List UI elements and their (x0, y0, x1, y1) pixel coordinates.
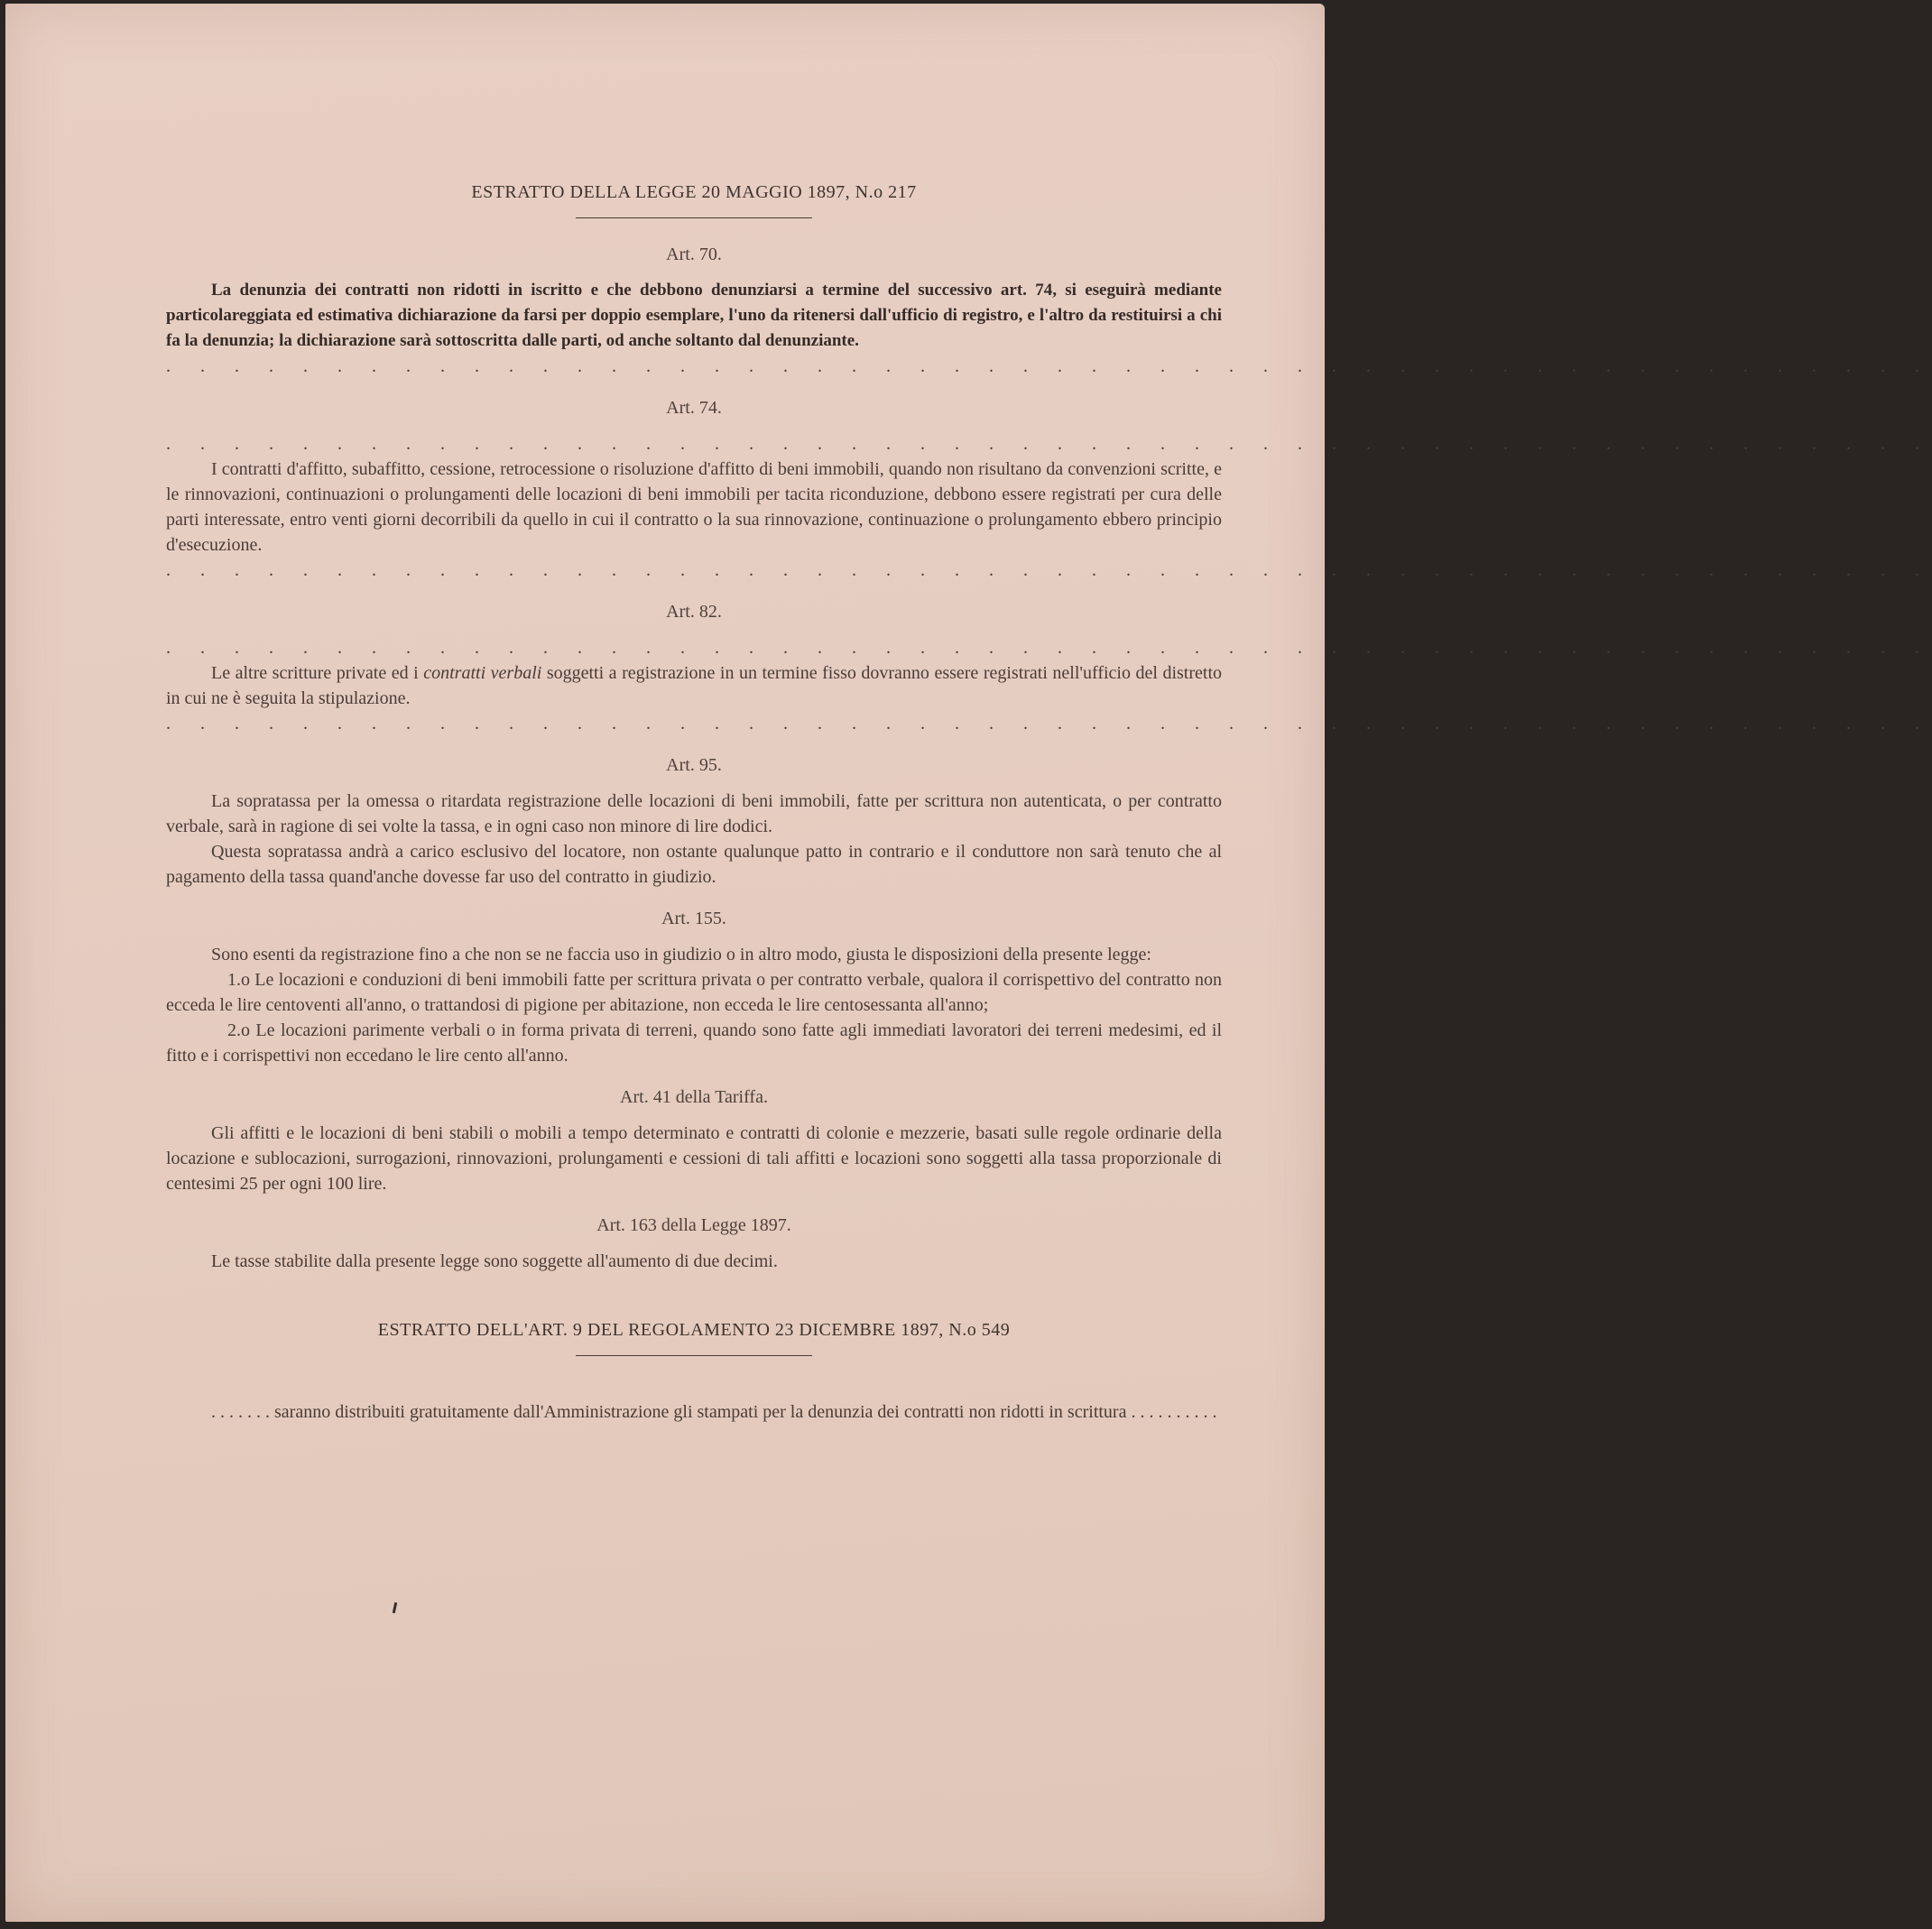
main-heading: ESTRATTO DELLA LEGGE 20 MAGGIO 1897, N.o 217 (471, 182, 917, 202)
art-155-item-2: 2.o Le locazioni parimente verbali o in forma privata di terreni, quando sono fatte agli immediati lavoratori dei terreni medesimi, ed il fitto e i corrispettivi non eccedano le lire cento all'anno. (166, 1020, 1222, 1066)
document-sheet (5, 4, 1932, 1922)
ellipsis-row: . . . . . . . . . . . . . . . . . . . . . . . . . . . . . . . . . . . . . . . . . . . . . . . . . . . . (166, 560, 1932, 580)
art-82-text-after: soggetti a registrazione in un termine fisso dovranno essere registrati nell'ufficio del distretto in cui ne è seguita la stipulazione. (166, 663, 1223, 708)
ellipsis-row: . . . . . . . . . . . . . . . . . . . . . . . . . . . . . . . . . . . . . . . . . . . . . . . . . . . . (166, 638, 1932, 658)
art-70-title: Art. 70. (666, 245, 722, 264)
art-82-title: Art. 82. (666, 602, 722, 622)
art-155-title: Art. 155. (661, 909, 726, 928)
art-155-intro: Sono esenti da registrazione fino a che non se ne faccia uso in giudizio o in altro modo, giusta le disposizioni della presente legge: (211, 945, 1151, 964)
art-95-paragraph-1: La sopratassa per la omessa o ritardata registrazione delle locazioni di beni immobili, fatte per scrittura non autenticata, o per contratto verbale, sarà in ragione di sei volte la tassa, e in ogni caso non minore di lire dodici. (166, 791, 1222, 836)
ellipsis-row: . . . . . . . . . . . . . . . . . . . . . . . . . . . . . . . . . . . . . . . . . . . . . . . . . . . . (166, 356, 1932, 376)
art-41-tariffa-text: Gli affitti e le locazioni di beni stabili o mobili a tempo determinato e contratti di colonie e mezzerie, basati sulle regole ordinarie della locazione e sublocazioni, surrogazioni, rinnovazioni, prolungamenti e cessioni di tali affitti e locazioni sono soggetti alla tassa proporzionale di centesimi 25 per ogni 100 lire. (166, 1123, 1222, 1194)
ellipsis-row: . . . . . . . . . . . . . . . . . . . . . . . . . . . . . . . . . . . . . . . . . . . . . . . . . . . . (166, 434, 1932, 454)
document-body (166, 180, 1932, 1425)
regolamento-heading: ESTRATTO DELL'ART. 9 DEL REGOLAMENTO 23 DICEMBRE 1897, N.o 549 (377, 1320, 1011, 1340)
ellipsis-row: . . . . . . . . . . . . . . . . . . . . . . . . . . . . . . . . . . . . . . . . . . . . . . . . . . . . (166, 714, 1932, 734)
art-82-text-before: Le altre scritture private ed i (211, 663, 424, 683)
art-95-title: Art. 95. (666, 755, 722, 775)
art-74-text: I contratti d'affitto, subaffitto, cessione, retrocessione o risoluzione d'affitto di beni immobili, quando non risultano da convenzioni scritte, e le rinnovazioni, continuazioni o prolungamenti delle locazioni di beni immobili per tacita riconduzione, debbono essere registrati per cura delle parti interessate, entro venti giorni decorribili da quello in cui il contratto o la sua rinnovazione, continuazione o prolungamento ebbero principio d'esecuzione. (166, 459, 1222, 555)
art-163-text: Le tasse stabilite dalla presente legge sono soggette all'aumento di due decimi. (211, 1251, 778, 1271)
art-155-item-1: 1.o Le locazioni e conduzioni di beni immobili fatte per scrittura privata o per contratto verbale, qualora il corrispettivo del contratto non ecceda le lire centoventi all'anno, o trattandosi di pigione per abitazione, non ecceda le lire centosessanta all'anno; (166, 970, 1222, 1015)
art-9-text: . . . . . . . saranno distribuiti gratuitamente dall'Amministrazione gli stampati per la denunzia dei contratti non ridotti in scrittura . . . . . . . . . . (211, 1402, 1217, 1422)
art-41-tariffa-title: Art. 41 della Tariffa. (620, 1087, 768, 1107)
art-163-title: Art. 163 della Legge 1897. (596, 1215, 791, 1235)
art-95-paragraph-2: Questa sopratassa andrà a carico esclusivo del locatore, non ostante qualunque patto in contrario e il conduttore non sarà tenuto che al pagamento della tassa quand'anche dovesse far uso del contratto in giudizio. (166, 842, 1222, 887)
art-82-text (166, 660, 1222, 711)
art-82-text-italic: contratti verbali (423, 663, 542, 683)
art-70-text: La denunzia dei contratti non ridotti in iscritto e che debbono denunziarsi a termine del successivo art. 74, si eseguirà mediante particolareggiata ed estimativa dichiarazione da farsi per doppio esemplare, l'uno da ritenersi dall'ufficio di registro, e l'altro da restituirsi a chi fa la denunzia; la dichiarazione sarà sottoscritta dalle parti, od anche soltanto dal denunziante. (166, 281, 1222, 350)
art-74-title: Art. 74. (666, 398, 722, 418)
ink-mark (393, 1602, 397, 1613)
